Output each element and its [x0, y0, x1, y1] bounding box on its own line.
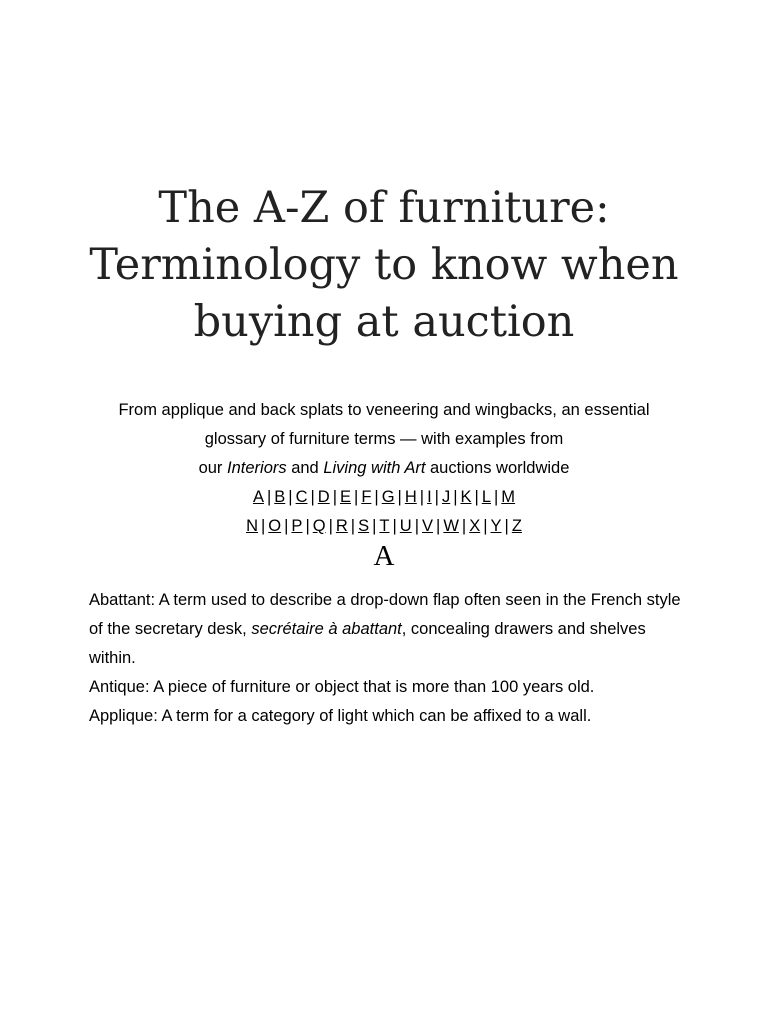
alphabet-link-k[interactable]: K	[460, 488, 472, 506]
alphabet-link-s[interactable]: S	[358, 517, 370, 535]
living-with-art-auction-name: Living with Art	[323, 459, 426, 477]
alphabet-separator: |	[332, 488, 337, 506]
alphabet-link-f[interactable]: F	[361, 488, 372, 506]
alphabet-separator: |	[260, 517, 266, 535]
alphabet-link-q[interactable]: Q	[312, 517, 326, 535]
alphabet-separator: |	[374, 488, 379, 506]
alphabet-separator: |	[354, 488, 359, 506]
alphabet-link-y[interactable]: Y	[490, 517, 502, 535]
alphabet-link-w[interactable]: W	[443, 517, 459, 535]
alphabet-link-z[interactable]: Z	[511, 517, 522, 535]
alphabet-link-p[interactable]: P	[291, 517, 303, 535]
glossary-entries	[89, 586, 689, 731]
alphabet-separator: |	[284, 517, 289, 535]
alphabet-separator: |	[461, 517, 467, 535]
alphabet-link-r[interactable]: R	[335, 517, 348, 535]
alphabet-link-a[interactable]: A	[252, 488, 264, 506]
intro-paragraph	[70, 396, 698, 483]
alphabet-nav-row-2	[0, 512, 768, 541]
alphabet-separator: |	[434, 488, 439, 506]
alphabet-separator: |	[494, 488, 499, 506]
intro-line-3-prefix: our	[198, 459, 228, 477]
alphabet-link-c[interactable]: C	[295, 488, 308, 506]
alphabet-link-x[interactable]: X	[469, 517, 481, 535]
title-line-3: buying at auction	[193, 297, 575, 347]
alphabet-separator: |	[350, 517, 356, 535]
glossary-entry-antique: Antique: A piece of furniture or object that is more than 100 years old.	[89, 678, 595, 696]
alphabet-separator: |	[419, 488, 425, 506]
alphabet-separator: |	[288, 488, 293, 506]
alphabet-link-u[interactable]: U	[399, 517, 412, 535]
intro-line-3-suffix: auctions worldwide	[425, 459, 570, 477]
alphabet-nav-row-1	[0, 483, 768, 512]
abattant-definition-end: , concealing drawers and shelves within.	[89, 620, 646, 667]
alphabet-link-t[interactable]: T	[379, 517, 390, 535]
alphabet-separator: |	[372, 517, 377, 535]
abattant-definition-start: Abattant: A term used to describe a drop-down flap often seen in the French style of the secretary desk,	[89, 591, 681, 638]
section-heading-a: A	[373, 540, 395, 572]
alphabet-separator: |	[305, 517, 310, 535]
intro-line-2: glossary of furniture terms — with examples from	[204, 430, 564, 448]
page-title	[0, 180, 768, 351]
interiors-auction-name: Interiors	[227, 459, 287, 477]
alphabet-separator: |	[414, 517, 420, 535]
alphabet-separator: |	[453, 488, 458, 506]
intro-line-3-mid: and	[286, 459, 324, 477]
alphabet-separator: |	[397, 488, 402, 506]
alphabet-link-m[interactable]: M	[501, 488, 516, 506]
alphabet-link-d[interactable]: D	[317, 488, 330, 506]
abattant-italic-term: secrétaire à abattant	[251, 620, 402, 638]
alphabet-separator: |	[310, 488, 315, 506]
alphabet-separator: |	[328, 517, 333, 535]
title-line-1: The A-Z of furniture:	[158, 183, 610, 233]
alphabet-link-v[interactable]: V	[422, 517, 434, 535]
alphabet-link-g[interactable]: G	[381, 488, 395, 506]
alphabet-link-o[interactable]: O	[268, 517, 282, 535]
alphabet-nav	[0, 483, 768, 541]
alphabet-link-i[interactable]: I	[427, 488, 432, 506]
alphabet-separator: |	[504, 517, 509, 535]
alphabet-link-n[interactable]: N	[246, 517, 258, 535]
alphabet-link-e[interactable]: E	[340, 488, 352, 506]
alphabet-link-l[interactable]: L	[481, 488, 491, 506]
glossary-entry-applique: Applique: A term for a category of light which can be affixed to a wall.	[89, 707, 592, 725]
alphabet-separator: |	[483, 517, 488, 535]
alphabet-link-h[interactable]: H	[404, 488, 417, 506]
intro-line-1: From applique and back splats to veneering and wingbacks, an essential	[118, 401, 650, 419]
alphabet-separator: |	[266, 488, 272, 506]
alphabet-link-b[interactable]: B	[274, 488, 286, 506]
alphabet-link-j[interactable]: J	[441, 488, 451, 506]
title-line-2: Terminology to know when	[89, 240, 679, 290]
alphabet-separator: |	[392, 517, 397, 535]
alphabet-separator: |	[474, 488, 479, 506]
alphabet-separator: |	[436, 517, 441, 535]
glossary-entry-abattant	[89, 586, 689, 673]
